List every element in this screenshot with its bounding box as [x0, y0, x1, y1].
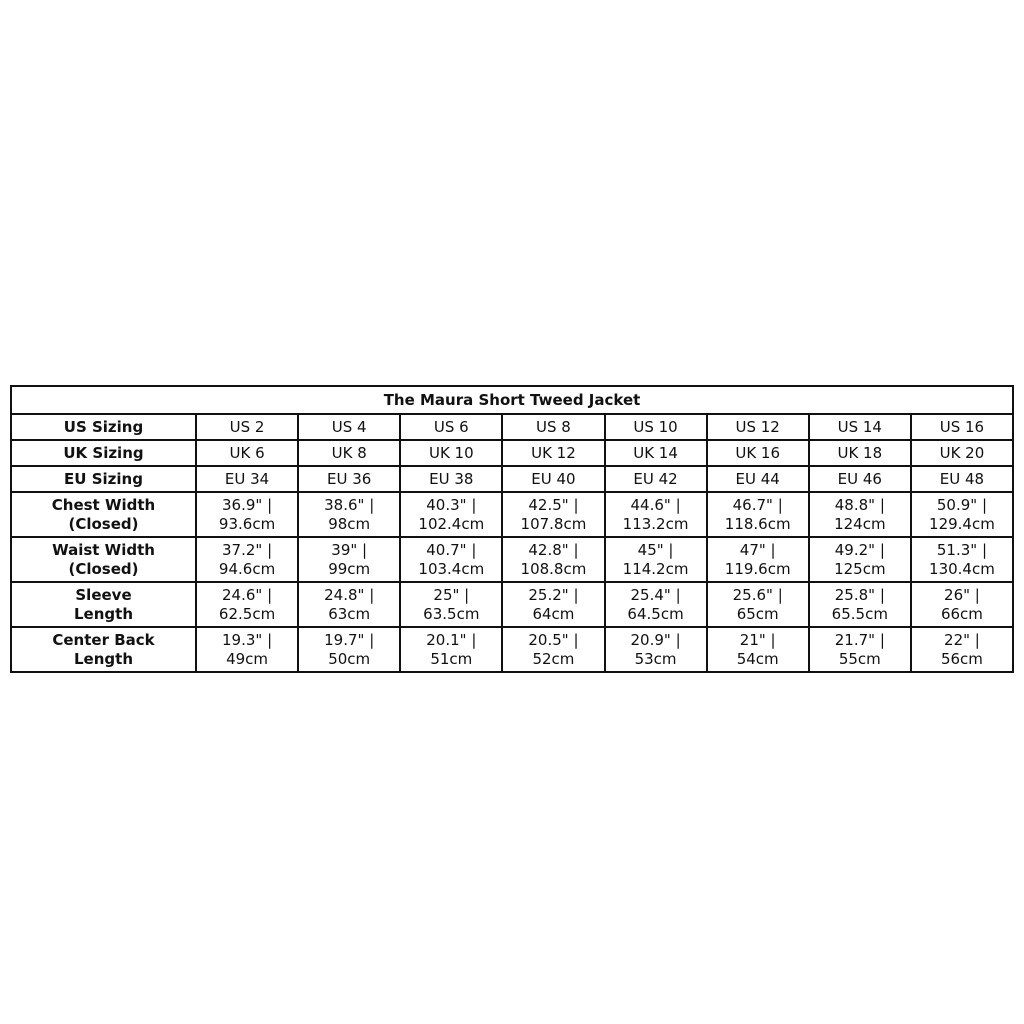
table-cell: [298, 537, 400, 582]
table-cell: [502, 414, 604, 440]
size-chart-body: [11, 414, 1013, 672]
table-cell: [196, 414, 298, 440]
table-cell: [911, 582, 1013, 627]
cell-value: 25.8" |: [834, 585, 885, 604]
row-label: [11, 440, 196, 466]
cell-value: UK 20: [939, 443, 985, 462]
table-cell: [400, 537, 502, 582]
cell-value: 26" |: [944, 585, 980, 604]
cell-value: 25" |: [433, 585, 470, 604]
table-row: [11, 414, 1013, 440]
cell-value: 37.2" |: [222, 540, 273, 559]
table-cell: [809, 440, 911, 466]
table-cell: [298, 492, 400, 537]
cell-value: EU 48: [939, 469, 985, 488]
cell-value: 114.2cm: [622, 559, 689, 578]
table-cell: [298, 582, 400, 627]
cell-value: 19.3" |: [222, 630, 273, 649]
table-cell: [400, 414, 502, 440]
row-label-line: Chest Width: [51, 495, 156, 514]
row-label-line: Center Back: [52, 630, 155, 649]
cell-value: 130.4cm: [929, 559, 995, 578]
cell-value: 49cm: [226, 649, 269, 668]
cell-value: UK 8: [331, 443, 367, 462]
cell-value: 108.8cm: [520, 559, 587, 578]
cell-value: 50.9" |: [936, 495, 987, 514]
cell-value: 38.6" |: [324, 495, 375, 514]
cell-value: US 2: [229, 417, 265, 436]
cell-value: 47" |: [739, 540, 776, 559]
table-cell: [605, 537, 707, 582]
cell-value: 46.7" |: [732, 495, 783, 514]
cell-value: EU 38: [429, 469, 474, 488]
cell-value: US 10: [633, 417, 678, 436]
size-chart-table: [10, 385, 1014, 673]
cell-value: US 14: [837, 417, 882, 436]
cell-value: 52cm: [532, 649, 575, 668]
cell-value: 64.5cm: [627, 604, 684, 623]
cell-value: 118.6cm: [724, 514, 791, 533]
cell-value: 103.4cm: [418, 559, 485, 578]
table-cell: [400, 492, 502, 537]
table-cell: [605, 466, 707, 492]
table-cell: [911, 627, 1013, 672]
cell-value: 98cm: [328, 514, 371, 533]
row-label-line: UK Sizing: [63, 443, 144, 462]
cell-value: 125cm: [834, 559, 886, 578]
cell-value: US 4: [331, 417, 367, 436]
table-cell: [707, 627, 809, 672]
cell-value: 21" |: [739, 630, 776, 649]
cell-value: 119.6cm: [724, 559, 791, 578]
table-cell: [400, 440, 502, 466]
cell-value: 24.6" |: [222, 585, 273, 604]
cell-value: 24.8" |: [324, 585, 375, 604]
table-row: [11, 582, 1013, 627]
table-cell: [911, 414, 1013, 440]
table-cell: [809, 414, 911, 440]
table-cell: [400, 582, 502, 627]
table-row: [11, 492, 1013, 537]
cell-value: EU 36: [327, 469, 372, 488]
table-cell: [196, 492, 298, 537]
cell-value: 64cm: [532, 604, 575, 623]
table-cell: [298, 414, 400, 440]
cell-value: EU 46: [837, 469, 882, 488]
cell-value: 25.2" |: [528, 585, 579, 604]
cell-value: 53cm: [634, 649, 677, 668]
table-cell: [707, 537, 809, 582]
cell-value: EU 44: [735, 469, 780, 488]
table-cell: [400, 627, 502, 672]
title-row: [11, 386, 1013, 414]
cell-value: 99cm: [328, 559, 371, 578]
cell-value: 42.8" |: [528, 540, 579, 559]
cell-value: 124cm: [834, 514, 886, 533]
cell-value: 49.2" |: [834, 540, 885, 559]
table-cell: [196, 466, 298, 492]
cell-value: 65.5cm: [831, 604, 888, 623]
cell-value: 56cm: [940, 649, 983, 668]
cell-value: 54cm: [736, 649, 779, 668]
row-label-line: (Closed): [68, 559, 139, 578]
table-cell: [911, 466, 1013, 492]
table-cell: [502, 537, 604, 582]
table-cell: [196, 537, 298, 582]
table-cell: [196, 582, 298, 627]
table-cell: [605, 627, 707, 672]
cell-value: 48.8" |: [834, 495, 885, 514]
table-cell: [298, 466, 400, 492]
table-cell: [707, 440, 809, 466]
chart-title: The Maura Short Tweed Jacket: [11, 386, 1013, 414]
table-cell: [502, 440, 604, 466]
row-label-line: EU Sizing: [64, 469, 143, 488]
row-label: [11, 627, 196, 672]
cell-value: 25.4" |: [630, 585, 681, 604]
table-cell: [809, 537, 911, 582]
table-row: [11, 466, 1013, 492]
cell-value: UK 14: [633, 443, 678, 462]
cell-value: 19.7" |: [324, 630, 375, 649]
row-label-line: US Sizing: [63, 417, 144, 436]
cell-value: 51.3" |: [936, 540, 987, 559]
row-label: [11, 466, 196, 492]
cell-value: 50cm: [328, 649, 371, 668]
cell-value: UK 16: [735, 443, 781, 462]
table-cell: [400, 466, 502, 492]
cell-value: 102.4cm: [418, 514, 485, 533]
row-label: [11, 414, 196, 440]
cell-value: 62.5cm: [218, 604, 276, 623]
cell-value: UK 12: [531, 443, 576, 462]
table-cell: [707, 414, 809, 440]
table-cell: [707, 582, 809, 627]
cell-value: 20.5" |: [528, 630, 579, 649]
table-cell: [809, 492, 911, 537]
table-cell: [809, 466, 911, 492]
cell-value: US 6: [433, 417, 469, 436]
cell-value: 42.5" |: [528, 495, 579, 514]
cell-value: 63cm: [328, 604, 371, 623]
cell-value: 113.2cm: [622, 514, 689, 533]
cell-value: 44.6" |: [630, 495, 681, 514]
row-label: [11, 537, 196, 582]
cell-value: 45" |: [637, 540, 674, 559]
cell-value: US 8: [536, 417, 571, 436]
table-row: [11, 627, 1013, 672]
row-label-line: Waist Width: [52, 540, 155, 559]
table-cell: [298, 627, 400, 672]
table-cell: [809, 627, 911, 672]
cell-value: 21.7" |: [834, 630, 885, 649]
cell-value: EU 40: [531, 469, 576, 488]
cell-value: 94.6cm: [218, 559, 276, 578]
cell-value: 40.7" |: [426, 540, 477, 559]
row-label-line: (Closed): [68, 514, 139, 533]
table-cell: [605, 492, 707, 537]
table-cell: [605, 582, 707, 627]
cell-value: EU 42: [633, 469, 678, 488]
table-cell: [809, 582, 911, 627]
cell-value: 22" |: [944, 630, 980, 649]
cell-value: 93.6cm: [218, 514, 276, 533]
cell-value: 65cm: [736, 604, 779, 623]
row-label: [11, 582, 196, 627]
cell-value: UK 18: [837, 443, 883, 462]
cell-value: US 16: [939, 417, 985, 436]
table-cell: [605, 414, 707, 440]
table-cell: [502, 582, 604, 627]
table-cell: [605, 440, 707, 466]
cell-value: 36.9" |: [222, 495, 273, 514]
cell-value: 63.5cm: [423, 604, 480, 623]
cell-value: 129.4cm: [929, 514, 995, 533]
cell-value: 51cm: [430, 649, 473, 668]
cell-value: 39" |: [331, 540, 368, 559]
table-cell: [911, 440, 1013, 466]
table-cell: [502, 466, 604, 492]
cell-value: EU 34: [224, 469, 270, 488]
cell-value: 107.8cm: [520, 514, 587, 533]
table-cell: [196, 440, 298, 466]
cell-value: 66cm: [940, 604, 983, 623]
row-label-line: Sleeve: [75, 585, 132, 604]
cell-value: 20.1" |: [426, 630, 477, 649]
cell-value: 20.9" |: [630, 630, 681, 649]
table-cell: [911, 537, 1013, 582]
row-label-line: Length: [74, 604, 133, 623]
cell-value: 55cm: [838, 649, 881, 668]
table-cell: [911, 492, 1013, 537]
row-label: [11, 492, 196, 537]
cell-value: 40.3" |: [426, 495, 477, 514]
cell-value: 25.6" |: [732, 585, 783, 604]
table-cell: [707, 466, 809, 492]
cell-value: UK 6: [229, 443, 265, 462]
cell-value: UK 10: [428, 443, 474, 462]
table-cell: [502, 627, 604, 672]
cell-value: US 12: [735, 417, 780, 436]
row-label-line: Length: [74, 649, 133, 668]
table-cell: [196, 627, 298, 672]
table-cell: [707, 492, 809, 537]
table-row: [11, 440, 1013, 466]
table-cell: [298, 440, 400, 466]
table-row: [11, 537, 1013, 582]
table-cell: [502, 492, 604, 537]
